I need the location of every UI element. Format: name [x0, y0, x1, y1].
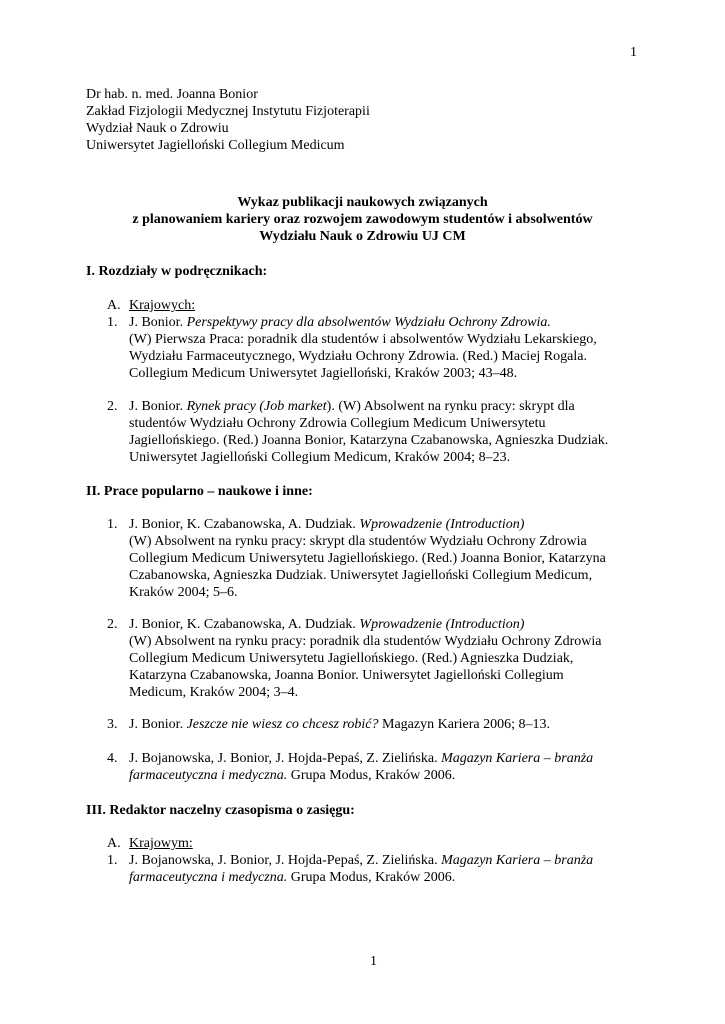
s3-entry-1 — [129, 852, 593, 886]
page-number-bottom: 1 — [370, 954, 377, 969]
s1-entry-1-line-2: (W) Pierwsza Praca: poradnik dla studentów i absolwentów Wydziału Lekarskiego, — [129, 332, 597, 347]
page-number-top: 1 — [630, 45, 637, 60]
s1-entry-2-number: 2. — [107, 399, 118, 414]
s2-entry-3-number: 3. — [107, 717, 118, 732]
s2-entry-1-line-3: Collegium Medicum Uniwersytetu Jagiellońskiego. (Red.) Joanna Bonior, Katarzyna — [129, 551, 606, 566]
s1-entry-1-line-4: Collegium Medicum Uniwersytet Jagielloński, Kraków 2003; 43–48. — [129, 366, 518, 381]
s1-entry-1-number: 1. — [107, 315, 118, 330]
s2-entry-4-number: 4. — [107, 751, 118, 766]
section-3-heading: III. Redaktor naczelny czasopisma o zasięgu: — [86, 803, 355, 818]
s1-entry-2-title: Rynek pracy (Job market — [186, 399, 327, 414]
section-3-sub-label: Krajowym: — [129, 836, 193, 851]
author-faculty: Wydział Nauk o Zdrowiu — [86, 121, 229, 136]
s1-entry-2-rest: ). (W) Absolwent na rynku pracy: skrypt dla — [326, 399, 575, 414]
s1-entry-1-title: Perspektywy pracy dla absolwentów Wydziału Ochrony Zdrowia. — [186, 315, 551, 330]
s2-entry-4-authors: J. Bojanowska, J. Bonior, J. Hojda-Pepaś, Z. Zielińska. — [129, 751, 442, 766]
s1-entry-2-line-4: Uniwersytet Jagielloński Collegium Medicum, Kraków 2004; 8–23. — [129, 450, 511, 465]
s2-entry-4-rest: Grupa Modus, Kraków 2006. — [287, 768, 456, 783]
s1-entry-1 — [129, 314, 597, 382]
s2-entry-4-title-cont: farmaceutyczna i medyczna. — [129, 768, 288, 783]
s2-entry-2-line-5: Medicum, Kraków 2004; 3–4. — [129, 685, 299, 700]
s2-entry-2-line-2: (W) Absolwent na rynku pracy: poradnik dla studentów Wydziału Ochrony Zdrowia — [129, 634, 602, 649]
s2-entry-1-title: Wprowadzenie (Introduction) — [359, 517, 525, 532]
s2-entry-1-number: 1. — [107, 517, 118, 532]
s2-entry-3-rest: Magazyn Kariera 2006; 8–13. — [378, 717, 550, 732]
section-3-sub-letter: A. — [107, 836, 121, 851]
s2-entry-1-line-4: Czabanowska, Agnieszka Dudziak. Uniwersytet Jagielloński Collegium Medicum, — [129, 568, 593, 583]
s2-entry-1-line-5: Kraków 2004; 5–6. — [129, 585, 238, 600]
s3-entry-1-title-cont: farmaceutyczna i medyczna. — [129, 870, 288, 885]
s2-entry-2 — [129, 616, 601, 701]
author-name: Dr hab. n. med. Joanna Bonior — [86, 87, 258, 102]
s2-entry-2-line-4: Katarzyna Czabanowska, Joanna Bonior. Uniwersytet Jagielloński Collegium — [129, 668, 564, 683]
s1-entry-1-line-3: Wydziału Farmaceutycznego, Wydziału Ochrony Zdrowia. (Red.) Maciej Rogala. — [129, 349, 587, 364]
s2-entry-3-authors: J. Bonior. — [129, 717, 187, 732]
s2-entry-3-title: Jeszcze nie wiesz co chcesz robić? — [186, 717, 379, 732]
s2-entry-2-title: Wprowadzenie (Introduction) — [359, 617, 525, 632]
s1-entry-2-line-2: studentów Wydziału Ochrony Zdrowia Collegium Medicum Uniwersytetu — [129, 416, 546, 431]
author-university: Uniwersytet Jagielloński Collegium Medicum — [86, 138, 345, 153]
s2-entry-2-authors: J. Bonior, K. Czabanowska, A. Dudziak. — [129, 617, 360, 632]
s1-entry-2-authors: J. Bonior. — [129, 399, 187, 414]
s2-entry-2-line-3: Collegium Medicum Uniwersytetu Jagiellońskiego. (Red.) Agnieszka Dudziak, — [129, 651, 574, 666]
s1-entry-2-line-3: Jagiellońskiego. (Red.) Joanna Bonior, Katarzyna Czabanowska, Agnieszka Dudziak. — [129, 433, 609, 448]
author-department: Zakład Fizjologii Medycznej Instytutu Fizjoterapii — [86, 104, 370, 119]
s2-entry-1-line-2: (W) Absolwent na rynku pracy: skrypt dla studentów Wydziału Ochrony Zdrowia — [129, 534, 587, 549]
title-line-1: Wykaz publikacji naukowych związanych — [237, 195, 488, 210]
section-2-heading: II. Prace popularno – naukowe i inne: — [86, 484, 313, 499]
s2-entry-1-authors: J. Bonior, K. Czabanowska, A. Dudziak. — [129, 517, 360, 532]
s2-entry-4-title: Magazyn Kariera – branża — [441, 751, 594, 766]
title-line-2: z planowaniem kariery oraz rozwojem zawodowym studentów i absolwentów — [132, 212, 593, 227]
s2-entry-1 — [129, 516, 606, 601]
s3-entry-1-title: Magazyn Kariera – branża — [441, 853, 594, 868]
section-1-sub-letter: A. — [107, 298, 121, 313]
s3-entry-1-number: 1. — [107, 853, 118, 868]
author-block — [86, 86, 370, 154]
s3-entry-1-authors: J. Bojanowska, J. Bonior, J. Hojda-Pepaś, Z. Zielińska. — [129, 853, 442, 868]
section-1-heading: I. Rozdziały w podręcznikach: — [86, 264, 268, 279]
s2-entry-4 — [129, 750, 593, 784]
s2-entry-3 — [129, 716, 550, 733]
s2-entry-2-number: 2. — [107, 617, 118, 632]
s1-entry-1-authors: J. Bonior. — [129, 315, 187, 330]
title-line-3: Wydziału Nauk o Zdrowiu UJ CM — [259, 229, 466, 244]
s1-entry-2 — [129, 398, 608, 466]
s3-entry-1-rest: Grupa Modus, Kraków 2006. — [287, 870, 456, 885]
section-1-sub-label: Krajowych: — [129, 298, 196, 313]
